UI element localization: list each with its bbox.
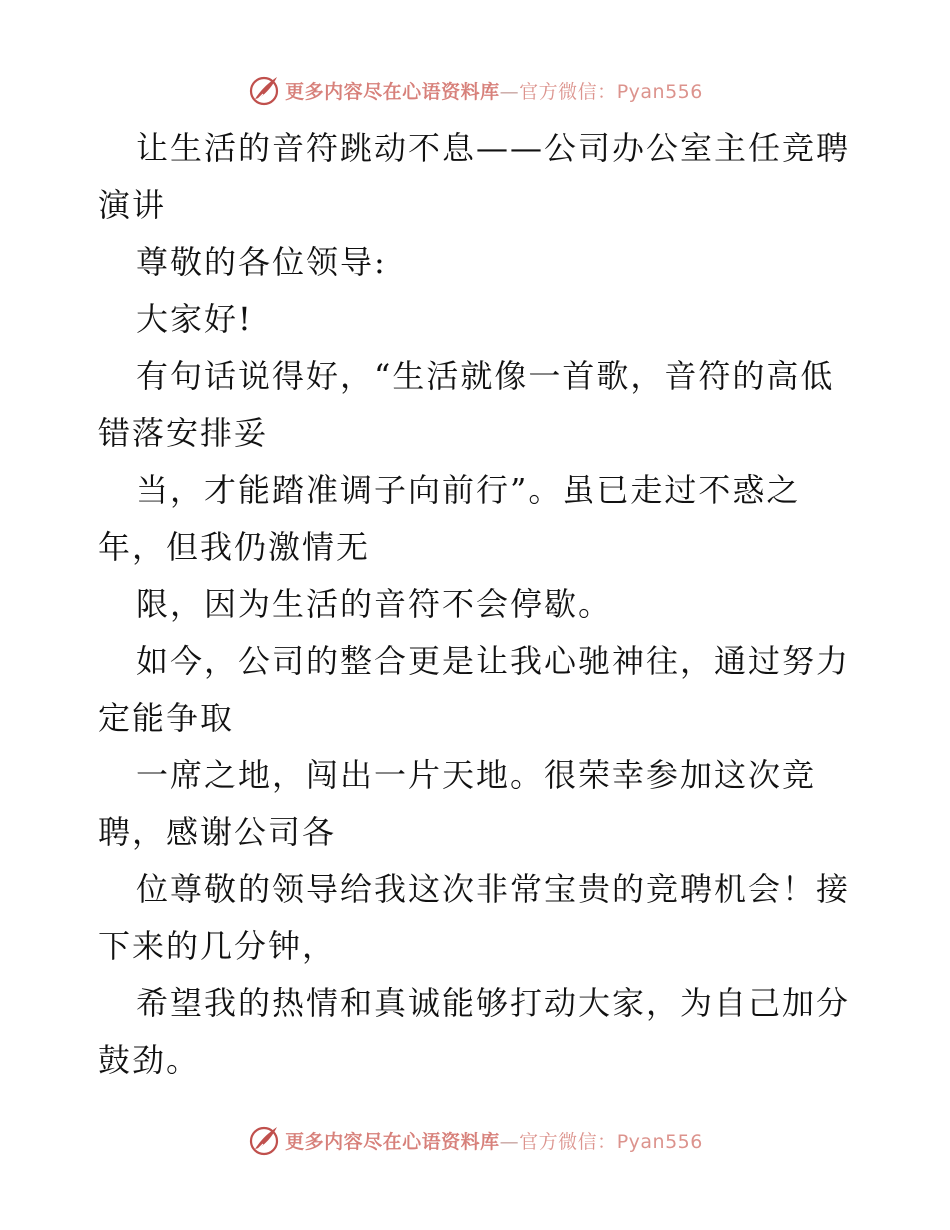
watermark-text [285, 1127, 703, 1154]
document-line: 定能争取 [98, 699, 235, 737]
watermark-separator: — [499, 1130, 520, 1153]
document-line: 年，但我仍激情无 [98, 528, 371, 566]
watermark-wechat-label: 官方微信： [519, 1130, 617, 1153]
document-body [98, 120, 858, 1089]
watermark-wechat-id: Pyan556 [616, 80, 703, 103]
document-line: 当，才能踏准调子向前行”。虽已走过不惑之 [136, 471, 801, 509]
document-line: 大家好! [136, 300, 253, 338]
document-line: 尊敬的各位领导: [136, 243, 387, 281]
document-line: 一席之地，闯出一片天地。很荣幸参加这次竞 [136, 756, 817, 794]
document-line: 演讲 [98, 186, 167, 224]
quill-pen-logo-icon [247, 73, 281, 107]
document-line: 鼓劲。 [98, 1041, 201, 1079]
watermark-main: 更多内容尽在心语资料库 [285, 80, 500, 103]
header-watermark [0, 70, 950, 110]
footer-watermark [0, 1120, 950, 1160]
document-line: 限，因为生活的音符不会停歇。 [136, 585, 613, 623]
document-line: 位尊敬的领导给我这次非常宝贵的竞聘机会！接 [136, 870, 851, 908]
watermark-main: 更多内容尽在心语资料库 [285, 1130, 500, 1153]
document-line: 错落安排妥 [98, 414, 269, 452]
document-line: 下来的几分钟， [98, 927, 337, 965]
watermark-wechat-label: 官方微信： [519, 80, 617, 103]
document-line: 如今，公司的整合更是让我心驰神往，通过努力 [136, 642, 851, 680]
document-line: 有句话说得好，“生活就像一首歌，音符的高低 [136, 357, 835, 395]
document-line: 让生活的音符跳动不息——公司办公室主任竞聘 [136, 129, 851, 167]
watermark-text [285, 77, 703, 104]
document-line: 希望我的热情和真诚能够打动大家，为自己加分 [136, 984, 851, 1022]
document-line: 聘，感谢公司各 [98, 813, 337, 851]
watermark-wechat-id: Pyan556 [616, 1130, 703, 1153]
quill-pen-logo-icon [247, 1123, 281, 1157]
watermark-separator: — [499, 80, 520, 103]
